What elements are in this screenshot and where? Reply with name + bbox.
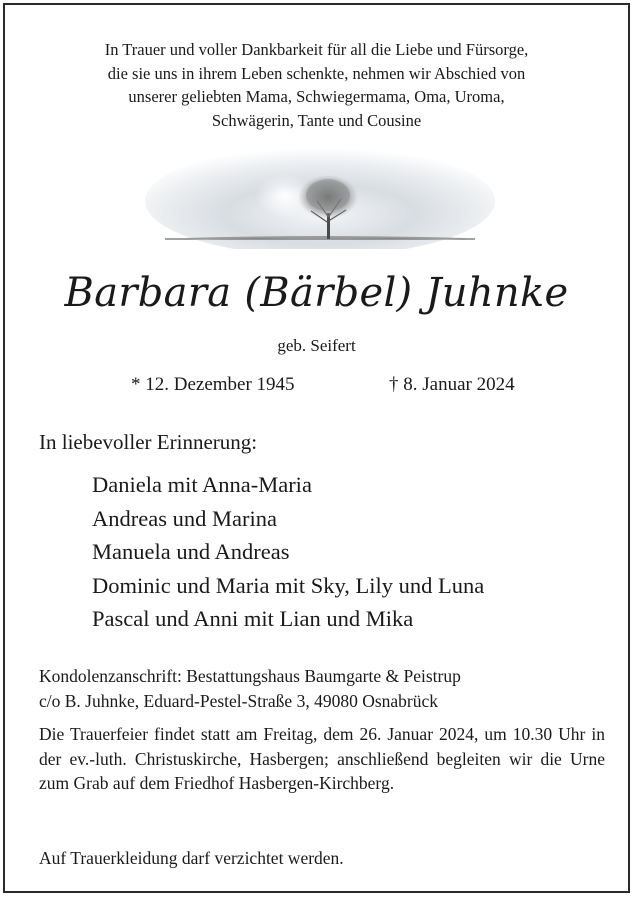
intro-text (5, 38, 628, 132)
family-member: Dominic und Maria mit Sky, Lily und Luna (92, 572, 485, 598)
intro-line: unserer geliebten Mama, Schwiegermama, Oma, Uroma, (128, 87, 505, 106)
deceased-name: Barbara (Bärbel) Juhnke (64, 270, 569, 316)
family-member: Andreas und Marina (92, 505, 277, 531)
intro-line: die sie uns in ihrem Leben schenkte, nehmen wir Abschied von (107, 63, 526, 83)
ceremony-info: Die Trauerfeier findet statt am Freitag, dem 26. Januar 2024, um 10.30 Uhr in der ev.-luth. Christuskirche, Hasbergen; anschließend begleiten wir die Urne zum Grab auf dem Friedhof Hasbergen-Kirchberg. (39, 724, 605, 793)
obituary-card (3, 3, 630, 893)
condolence-address (39, 664, 605, 713)
birth-date: * 12. Dezember 1945 (131, 374, 295, 395)
death-date: † 8. Januar 2024 (389, 374, 515, 395)
family-member: Daniela mit Anna-Maria (92, 472, 312, 497)
intro-line: In Trauer und voller Dankbarkeit für all die Liebe und Fürsorge, (104, 40, 529, 59)
lone-tree-landscape-icon (145, 131, 495, 249)
remembrance-heading: In liebevoller Erinnerung: (39, 430, 258, 454)
condolence-line: Kondolenzanschrift: Bestattungshaus Baumgarte & Peistrup (39, 666, 461, 686)
family-member: Pascal und Anni mit Lian und Mika (92, 606, 414, 631)
maiden-name: geb. Seifert (277, 336, 356, 355)
family-list (92, 468, 484, 636)
dress-note: Auf Trauerkleidung darf verzichtet werden. (39, 848, 344, 868)
intro-line: Schwägerin, Tante und Cousine (211, 110, 422, 130)
family-member: Manuela und Andreas (92, 539, 290, 564)
condolence-line: c/o B. Juhnke, Eduard-Pestel-Straße 3, 49080 Osnabrück (39, 690, 439, 711)
